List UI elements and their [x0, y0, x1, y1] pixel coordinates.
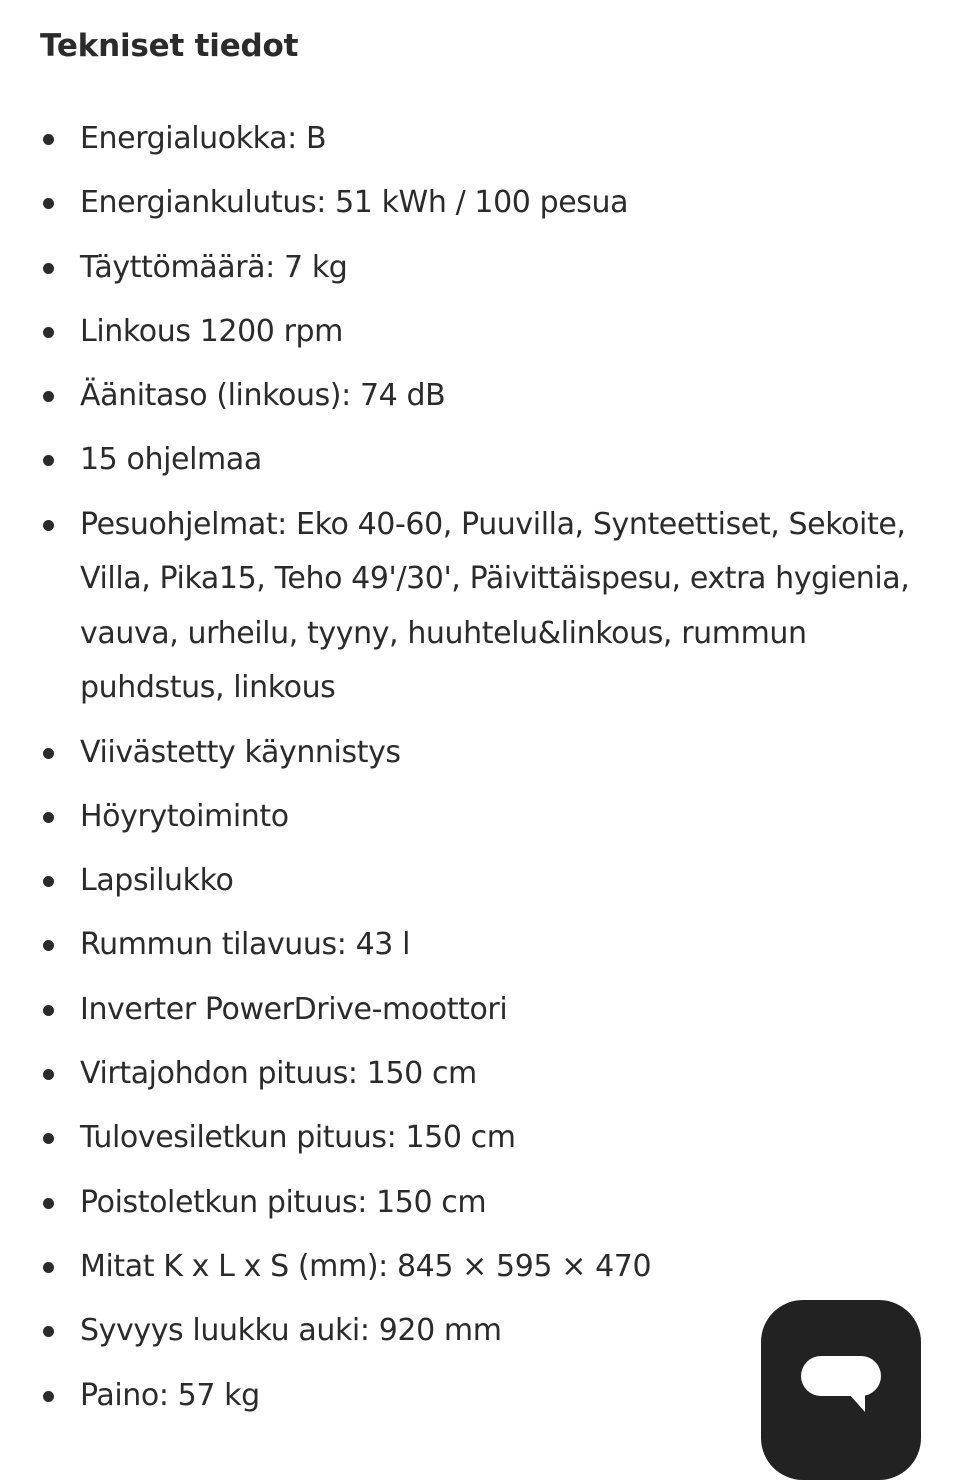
bullet-icon: [43, 812, 54, 823]
spec-item: [0, 241, 920, 296]
spec-text: Paino: 57 kg: [80, 1377, 260, 1413]
spec-text: Tulovesiletkun pituus: 150 cm: [80, 1120, 516, 1156]
chat-button[interactable]: [761, 1300, 921, 1480]
spec-item: [0, 1240, 920, 1295]
spec-item: [0, 1176, 920, 1231]
bullet-icon: [43, 327, 54, 338]
spec-item: [0, 1111, 920, 1166]
spec-text: Syvyys luukku auki: 920 mm: [80, 1313, 502, 1349]
bullet-icon: [43, 1005, 54, 1016]
spec-text: Höyrytoiminto: [80, 798, 289, 834]
spec-item: [0, 790, 920, 845]
spec-item: [0, 369, 920, 424]
spec-text: Äänitaso (linkous): 74 dB: [80, 378, 446, 414]
spec-text: Linkous 1200 rpm: [80, 313, 343, 349]
spec-text: Pesuohjelmat: Eko 40-60, Puuvilla, Synteettiset, Sekoite, Villa, Pika15, Teho 49'/30', Päivittäispesu, extra hygienia, vauva, urheilu, tyyny, huuhtelu&linkous, rummun puhdstus, linkous: [80, 506, 910, 706]
bullet-icon: [43, 198, 54, 209]
bullet-icon: [43, 1069, 54, 1080]
spec-text: Virtajohdon pituus: 150 cm: [80, 1056, 477, 1092]
bullet-icon: [43, 1262, 54, 1273]
spec-text: Energialuokka: B: [80, 121, 327, 156]
spec-item: [0, 854, 920, 909]
bullet-icon: [43, 391, 54, 402]
spec-text: Poistoletkun pituus: 150 cm: [80, 1184, 487, 1220]
spec-item: [0, 1047, 920, 1102]
bullet-icon: [43, 1391, 54, 1402]
spec-item: [0, 176, 920, 231]
spec-text: Inverter PowerDrive-moottori: [80, 991, 508, 1027]
bullet-icon: [43, 134, 54, 145]
bullet-icon: [43, 1198, 54, 1209]
spec-text: Lapsilukko: [80, 863, 234, 899]
bullet-icon: [43, 940, 54, 951]
bullet-icon: [43, 1326, 54, 1337]
spec-item: [0, 305, 920, 360]
spec-item: [0, 498, 915, 716]
spec-list: [0, 112, 920, 1433]
bullet-icon: [43, 876, 54, 887]
spec-text: Viivästetty käynnistys: [80, 734, 401, 770]
spec-item: [0, 726, 920, 781]
section-title: Tekniset tiedot: [40, 28, 299, 64]
spec-item: [0, 918, 920, 973]
spec-item: [0, 112, 920, 167]
spec-text: Mitat K x L x S (mm): 845 × 595 × 470: [80, 1248, 652, 1284]
spec-text: Rummun tilavuus: 43 l: [80, 927, 411, 963]
spec-text: Energiankulutus: 51 kWh / 100 pesua: [80, 185, 629, 221]
spec-text: 15 ohjelmaa: [80, 442, 262, 478]
bullet-icon: [43, 1133, 54, 1144]
spec-text: Täyttömäärä: 7 kg: [80, 249, 348, 285]
bullet-icon: [43, 520, 54, 531]
spec-item: [0, 983, 920, 1038]
bullet-icon: [43, 455, 54, 466]
bullet-icon: [43, 263, 54, 274]
bullet-icon: [43, 748, 54, 759]
spec-item: [0, 433, 920, 488]
